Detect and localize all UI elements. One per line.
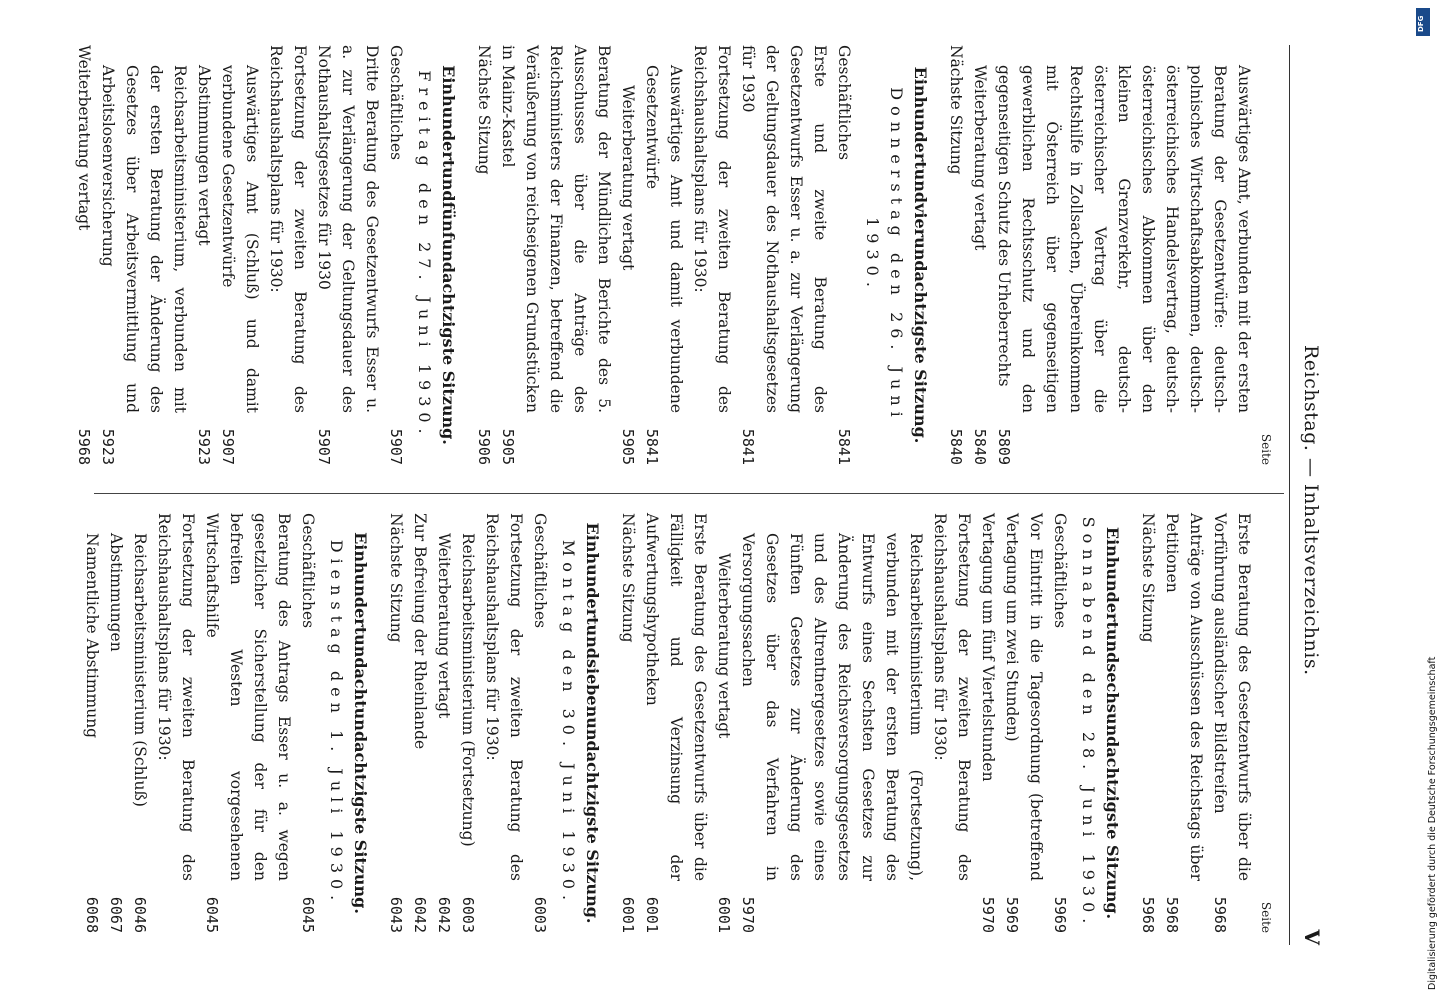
toc-page-number: 5968 [75, 428, 93, 465]
toc-entry-text: Abstimmungen [107, 533, 125, 652]
rotated-document-page [75, 45, 1330, 945]
toc-page-number: 6003 [459, 896, 477, 933]
toc-page-number: 5906 [475, 428, 493, 465]
toc-entry [128, 513, 152, 933]
toc-entry [1000, 513, 1048, 933]
toc-entry [688, 45, 736, 465]
toc-entry [96, 45, 192, 465]
toc-entry [616, 513, 640, 933]
toc-entry [312, 45, 384, 465]
toc-entry-text: Auswärtiges Amt (Schluß) und damit verbundene Gesetzentwürfe [219, 65, 261, 413]
toc-entry-text: Weiterberatung vertagt [435, 533, 453, 719]
toc-page-number: 5841 [835, 428, 853, 465]
toc-page-number: 6068 [83, 896, 101, 933]
toc-entry-text: Nächste Sitzung [475, 45, 493, 175]
toc-entry-text: Geschäftliches [531, 513, 549, 629]
toc-entry-text: Geschäftliches [299, 513, 317, 629]
toc-entry-text: Vor Eintritt in die Tagesordnung (betreffend Vertagung um zwei Stunden) [1003, 513, 1045, 881]
toc-page-number: 5968 [1139, 896, 1157, 933]
session-date: Dienstag den 1. Juli 1930. [327, 539, 346, 907]
toc-page-number: 5840 [971, 428, 989, 465]
toc-entry [384, 45, 408, 465]
session-heading: Einhundertundachtundachtzigste Sitzung. [351, 532, 370, 914]
funding-note: Digitalisierung gefördert durch die Deutsche Forschungsgemeinschaft [1427, 656, 1438, 990]
dfg-logo: DFG [1416, 8, 1430, 36]
session-date: Freitag den 27. Juni 1930. [415, 70, 434, 440]
toc-page-number: 5907 [315, 428, 333, 465]
toc-entry-text: Beratung des Antrags Esser u. a. wegen gesetzlicher Sicherstellung der für den befreiten Westen vorgesehenen Wirtschaftshilfe [203, 513, 293, 881]
toc-entry [216, 45, 264, 465]
toc-entry [712, 513, 736, 933]
toc-entry-text: Fortsetzung der zweiten Beratung des Reichshaushaltsplans für 1930: [691, 45, 733, 413]
toc-page-number: 5840 [947, 428, 965, 465]
toc-entry [528, 513, 552, 933]
toc-entry-text: Weiterberatung vertagt [619, 85, 637, 271]
toc-entry-text: Geschäftliches [387, 45, 405, 161]
toc-entry-text: Fortsetzung der zweiten Beratung des Reichshaushaltsplans für 1930: [155, 513, 197, 881]
toc-entry-text: Erste Beratung des Gesetzentwurfs über die Fälligkeit und Verzinsung der Aufwertungshypotheken [643, 513, 709, 881]
toc-page-number: 5841 [643, 428, 661, 465]
toc-entry-text: Erste Beratung des Gesetzentwurfs über die Vorführung ausländischer Bildstreifen [1211, 513, 1253, 881]
toc-entry [976, 513, 1000, 933]
toc-entry-text: Auswärtiges Amt, verbunden mit der ersten Beratung der Gesetzentwürfe: deutsch-polnisches Wirtschaftsabkommen, deutsch-österreichisches Handelsvertrag, deutsch-österreichisches Abkommen über den kleinen Grenzverkehr, deutsch-österreichischer Vertrag über die Rechtshilfe in Zollsachen, Übereinkommen mit Österreich über gegenseitigen gewerblichen Rechtsschutz und den gegenseitigen Schutz des Urheberrechts [995, 65, 1253, 413]
toc-page-number: 5923 [99, 428, 117, 465]
session-date: Montag den 30. Juni 1930. [559, 539, 578, 907]
page-header [1290, 45, 1330, 945]
toc-page-number: 5809 [995, 428, 1013, 465]
toc-entry-text: Weiterberatung vertagt [971, 65, 989, 251]
toc-entry-text: Reichsarbeitsministerium (Fortsetzung), verbunden mit der ersten Beratung des Entwurfs eines Sechsten Gesetzes zur Änderung des Reichsversorgungsgesetzes und des Altrentnergesetzes sowie eines Fünften Gesetzes zur Änderung des Gesetzes über das Verfahren in Versorgungssachen [739, 533, 925, 881]
toc-entry [944, 45, 968, 465]
toc-page-number: 5968 [1211, 896, 1229, 933]
toc-entry-text: Reichsarbeitsministerium (Fortsetzung) [459, 533, 477, 847]
toc-page-number: 5907 [387, 428, 405, 465]
session-heading: Einhundertundvierundachtzigste Sitzung. [911, 66, 930, 444]
toc-entry-text: Reichsarbeitsministerium, verbunden mit der ersten Beratung der Änderung des Gesetzes über Arbeitsvermittlung und Arbeitslosenversicherung [99, 65, 189, 413]
toc-entry-text: Fortsetzung der zweiten Beratung des Reichshaushaltsplans für 1930: [267, 45, 309, 413]
toc-entry [640, 513, 712, 933]
toc-entry-text: Vertagung um fünf Viertelstunden [979, 513, 997, 782]
header-page-number: V [1300, 929, 1324, 945]
toc-page-number: 6003 [531, 896, 549, 933]
toc-entry-text: Nächste Sitzung [947, 45, 965, 175]
toc-entry-text: Weiterberatung vertagt [715, 553, 733, 739]
seite-label: Seite [1259, 901, 1273, 933]
toc-entry-text: Fortsetzung der zweiten Beratung des Reichshaushaltsplans für 1930: [931, 513, 973, 881]
toc-entry [736, 45, 832, 465]
toc-entry [832, 45, 856, 465]
toc-entry [296, 513, 320, 933]
session-date: Donnerstag den 26. Juni 1930. [863, 87, 906, 423]
column-divider [94, 493, 1284, 494]
toc-entry [968, 45, 992, 465]
toc-entry [456, 513, 480, 933]
toc-entry [192, 45, 216, 465]
toc-entry-text: Beratung der Mündlichen Berichte des 5. Ausschusses über die Anträge des Reichsministers der Finanzen, betreffend die Veräußerung von reichseigenen Grundstücken in Mainz-Kastel [499, 45, 613, 413]
toc-entry-text: Nächste Sitzung [619, 513, 637, 643]
toc-entry [480, 513, 528, 933]
header-rule [1289, 45, 1290, 945]
toc-entry [1160, 513, 1208, 933]
toc-entry [1136, 513, 1160, 933]
toc-page-number: 6042 [435, 896, 453, 933]
session-heading: Einhundertundsiebenundachtzigste Sitzung. [583, 522, 602, 924]
toc-entry [80, 513, 104, 933]
toc-entry-text: Auswärtiges Amt und damit verbundene Gesetzentwürfe [643, 65, 685, 413]
seite-label: Seite [1259, 433, 1273, 465]
toc-page-number: 5905 [499, 428, 517, 465]
toc-page-number: 6045 [299, 896, 317, 933]
toc-page-number: 6067 [107, 896, 125, 933]
toc-entry-text: Geschäftliches [1051, 513, 1069, 629]
toc-page-number: 6001 [715, 896, 733, 933]
toc-page-number: 5970 [979, 896, 997, 933]
toc-page-number: 5969 [1003, 896, 1021, 933]
toc-entry [992, 45, 1256, 465]
toc-entry [384, 513, 408, 933]
toc-entry-text: Zur Befreiung der Rheinlande [411, 513, 429, 750]
toc-entry [1208, 513, 1256, 933]
toc-entry-text: Nächste Sitzung [387, 513, 405, 643]
toc-page-number: 5841 [739, 428, 757, 465]
session-heading: Einhundertundfünfundachtzigste Sitzung. [439, 65, 458, 445]
toc-entry-text: Abstimmungen vertagt [195, 65, 213, 246]
toc-entry-text: Anträge von Ausschüssen des Reichstags über Petitionen [1163, 513, 1205, 881]
toc-page-number: 5905 [619, 428, 637, 465]
toc-page-number: 5968 [1163, 896, 1181, 933]
toc-entry [104, 513, 128, 933]
toc-entry-text: Geschäftliches [835, 45, 853, 161]
toc-entry [616, 45, 640, 465]
session-date: Sonnabend den 28. Juni 1930. [1079, 516, 1098, 930]
toc-entry [408, 513, 432, 933]
toc-page-number: 6001 [619, 896, 637, 933]
right-column [80, 513, 1278, 933]
toc-entry [1048, 513, 1072, 933]
toc-entry-text: Erste und zweite Beratung des Gesetzentwurfs Esser u. a. zur Verlängerung der Geltungsdauer des Nothaushaltsgesetzes für 1930 [739, 45, 829, 413]
toc-entry-text: Namentliche Abstimmung [83, 533, 101, 739]
toc-page-number: 6001 [643, 896, 661, 933]
toc-page-number: 5923 [195, 428, 213, 465]
toc-entry [640, 45, 688, 465]
session-heading: Einhundertundsechsundachtzigste Sitzung. [1103, 526, 1122, 920]
toc-page-number: 5970 [739, 896, 757, 933]
toc-entry [264, 45, 312, 465]
toc-entry [72, 45, 96, 465]
toc-entry [928, 513, 976, 933]
toc-entry-text: Weiterberatung vertagt [75, 45, 93, 231]
toc-entry-text: Fortsetzung der zweiten Beratung des Reichshaushaltsplans für 1930: [483, 513, 525, 881]
toc-entry [496, 45, 616, 465]
toc-page-number: 6042 [411, 896, 429, 933]
toc-entry [200, 513, 296, 933]
toc-page-number: 6046 [131, 896, 149, 933]
toc-entry [472, 45, 496, 465]
toc-entry [152, 513, 200, 933]
toc-entry-text: Nächste Sitzung [1139, 513, 1157, 643]
toc-page-number: 6045 [203, 896, 221, 933]
toc-page-number: 5907 [219, 428, 237, 465]
toc-page-number: 5969 [1051, 896, 1069, 933]
toc-page-number: 6043 [387, 896, 405, 933]
header-title: Reichstag. — Inhaltsverzeichnis. [1300, 345, 1322, 676]
toc-entry [736, 513, 928, 933]
toc-entry [432, 513, 456, 933]
toc-entry-text: Reichsarbeitsministerium (Schluß) [131, 533, 149, 807]
toc-entry-text: Dritte Beratung des Gesetzentwurfs Esser u. a. zur Verlängerung der Geltungsdauer des Nothaushaltsgesetzes für 1930 [315, 45, 381, 413]
left-column [72, 45, 1278, 465]
